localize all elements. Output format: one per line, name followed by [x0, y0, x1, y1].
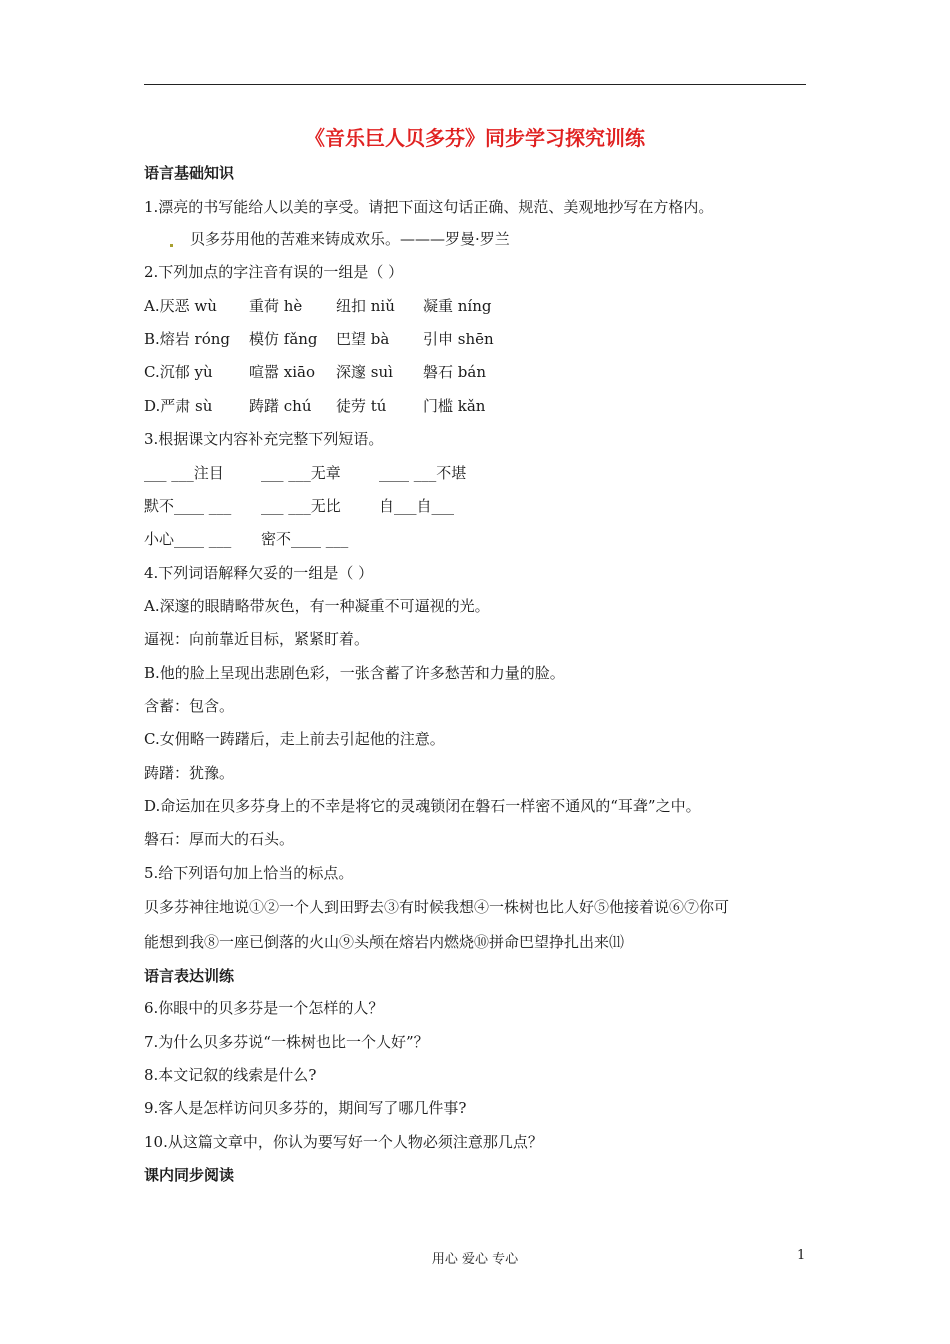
- phrase-blank: 密不____ ___: [261, 530, 349, 548]
- option-b-3: 巴望 bà: [336, 330, 390, 348]
- page-title: 《音乐巨人贝多芬》同步学习探究训练: [305, 126, 645, 150]
- section-heading-expression: 语言表达训练: [144, 967, 235, 985]
- option-a-2: 重荷 hè: [249, 297, 303, 315]
- option-c-4: 磐石 bán: [423, 363, 486, 381]
- option-a-3: 纽扣 niǔ: [336, 297, 395, 315]
- option-c-2: 喧嚣 xiāo: [249, 363, 315, 381]
- section-heading-basics: 语言基础知识: [144, 164, 235, 182]
- q4-item: D.命运加在贝多芬身上的不幸是将它的灵魂锁闭在磐石一样密不通风的“耳聋”之中。: [144, 797, 701, 815]
- option-d-1: D.严肃 sù: [144, 397, 213, 415]
- option-c-3: 深邃 suì: [336, 363, 393, 381]
- q4-item: A.深邃的眼睛略带灰色，有一种凝重不可逼视的光。: [144, 597, 490, 615]
- question-8: 8.本文记叙的线索是什么?: [144, 1066, 317, 1084]
- footer-motto: 用心 爱心 专心: [431, 1252, 519, 1267]
- question-1-quote: 贝多芬用他的苦难来铸成欢乐。———罗曼·罗兰: [190, 230, 510, 248]
- question-5: 5.给下列语句加上恰当的标点。: [144, 864, 354, 882]
- option-b-4: 引申 shēn: [423, 330, 494, 348]
- q4-item: 踌躇：犹豫。: [144, 764, 235, 782]
- question-4: 4.下列词语解释欠妥的一组是（ ）: [144, 564, 374, 582]
- phrase-blank: ___ ___无章: [261, 464, 341, 482]
- q4-item: 逼视：向前靠近目标，紧紧盯着。: [144, 630, 370, 648]
- option-b-2: 模仿 fǎng: [249, 330, 318, 348]
- option-d-2: 踌躇 chú: [249, 397, 312, 415]
- question-10: 10.从这篇文章中，你认为要写好一个人物必须注意那几点？: [144, 1133, 543, 1151]
- option-a-4: 凝重 níng: [423, 297, 492, 315]
- q5-line: 能想到我⑧一座已倒落的火山⑨头颅在熔岩内燃烧⑩拼命巴望挣扎出来⑾: [144, 933, 625, 951]
- question-1: 1.漂亮的书写能给人以美的享受。请把下面这句话正确、规范、美观地抄写在方格内。: [144, 198, 714, 216]
- q4-item: B.他的脸上呈现出悲剧色彩，一张含蓄了许多愁苦和力量的脸。: [144, 664, 565, 682]
- option-a-1: A.厌恶 wù: [144, 297, 217, 315]
- option-c-1: C.沉郁 yù: [144, 363, 213, 381]
- phrase-blank: 自___自___: [379, 497, 455, 515]
- question-6: 6.你眼中的贝多芬是一个怎样的人？: [144, 999, 384, 1017]
- option-d-4: 门槛 kǎn: [423, 397, 486, 415]
- header-rule: [144, 84, 806, 85]
- question-2: 2.下列加点的字注音有误的一组是（ ）: [144, 263, 404, 281]
- question-3: 3.根据课文内容补充完整下列短语。: [144, 430, 384, 448]
- phrase-blank: ___ ___注目: [144, 464, 224, 482]
- option-b-1: B.熔岩 róng: [144, 330, 231, 348]
- phrase-blank: ____ ___不堪: [379, 464, 467, 482]
- phrase-blank: 默不____ ___: [144, 497, 232, 515]
- section-heading-reading: 课内同步阅读: [144, 1166, 235, 1184]
- page-number: 1: [797, 1248, 806, 1263]
- q4-item: 磐石：厚而大的石头。: [144, 830, 295, 848]
- q4-item: 含蓄：包含。: [144, 697, 235, 715]
- q4-item: C.女佣略一踌躇后，走上前去引起他的注意。: [144, 730, 445, 748]
- phrase-blank: 小心____ ___: [144, 530, 232, 548]
- question-9: 9.客人是怎样访问贝多芬的，期间写了哪几件事?: [144, 1099, 467, 1117]
- option-d-3: 徒劳 tú: [336, 397, 387, 415]
- question-7: 7.为什么贝多芬说“一株树也比一个人好”？: [144, 1033, 429, 1051]
- q5-line: 贝多芬神往地说①②一个人到田野去③有时候我想④一株树也比人好⑤他接着说⑥⑦你可: [144, 898, 730, 916]
- phrase-blank: ___ ___无比: [261, 497, 341, 515]
- marker-dot: [170, 244, 173, 247]
